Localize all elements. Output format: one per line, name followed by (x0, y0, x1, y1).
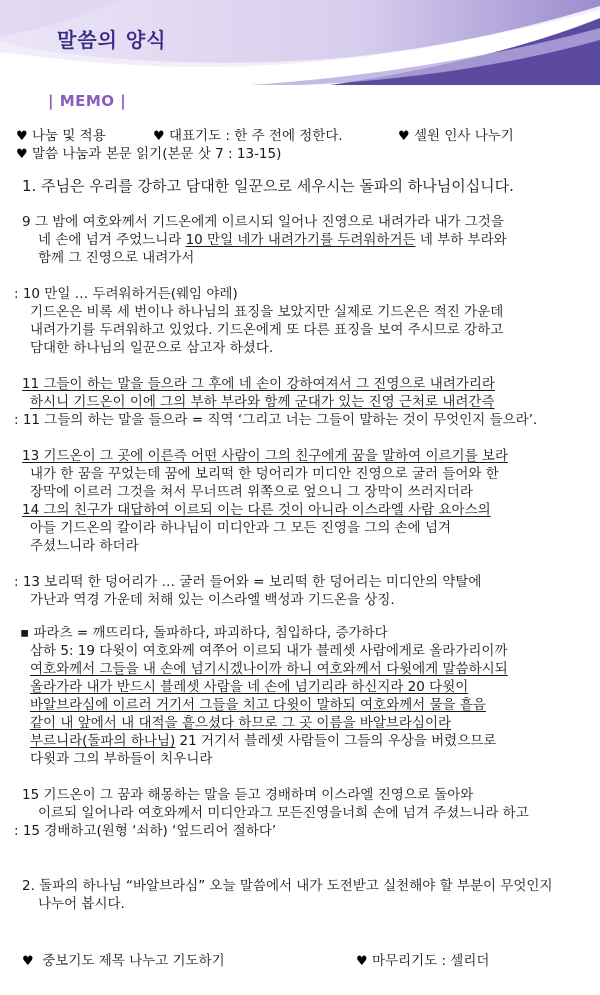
verse-14-line2: 아들 기드온의 칼이라 하나님이 미디안과 그 모든 진영을 그의 손에 넘겨 (30, 520, 452, 536)
samuel-line5: 같이 내 앞에서 내 대적을 흩으셨다 하므로 그 곳 이름을 바알브라심이라 (30, 715, 452, 731)
samuel-line3: 올라가라 내가 반드시 블레셋 사람을 네 손에 넘기리라 하신지라 20 다윗이 (30, 679, 469, 695)
verse-9-line2 (38, 231, 507, 249)
header-banner (0, 0, 600, 85)
footer-intercession-label: 중보기도 제목 나누고 기도하기 (42, 953, 225, 969)
verse-14-line1: 14 그의 친구가 대답하여 이르되 이는 다른 것이 아니라 이스라엘 사람 요아스의 (22, 502, 491, 518)
heart-icon: ♥ (16, 129, 28, 144)
samuel-line2: 여호와께서 그들을 내 손에 넘기시겠나이까 하니 여호와께서 다윗에게 말씀하시되 (30, 661, 508, 677)
verse-9-text: 네 손에 넘겨 주었느니라 (38, 232, 186, 248)
intro-row-1 (16, 127, 106, 146)
verse-9-text-end: 네 부하 부라와 (415, 232, 507, 248)
heart-icon: ♥ (16, 147, 28, 162)
intro-item-greeting: 셀원 인사 나누기 (413, 128, 514, 144)
verse-15-line2: 이르되 일어나라 여호와께서 미디안과그 모든진영을너희 손에 넘겨 주셨느니라 하고 (38, 805, 529, 821)
verse-11-line2: 하시니 기드온이 이에 그의 부하 부라와 함께 군대가 있는 진영 근처로 내려간즉 (30, 394, 495, 410)
footer-closing-prayer (356, 952, 489, 971)
verse-13-line3: 장막에 이르러 그것을 쳐서 무너뜨려 위쪽으로 엎으니 그 장막이 쓰러지더라 (30, 484, 473, 500)
intro-row-1c (398, 127, 514, 146)
intro-item-sharing: 나눔 및 적용 (31, 128, 106, 144)
note-10-line3: 내려가기를 두려워하고 있었다. 기드온에게 또 다른 표징을 보여 주시므로 강하고 (30, 322, 504, 338)
intro-item-reading: 말씀 나눔과 본문 읽기(본문 삿 7 : 13-15) (31, 146, 282, 162)
samuel-line6 (30, 732, 496, 750)
intro-row-1b (153, 127, 343, 146)
verse-14-line3: 주셨느니라 하더라 (30, 538, 139, 554)
note-13-line2: 가난과 역경 가운데 처해 있는 이스라엘 백성과 기드온을 상징. (30, 592, 395, 608)
note-11: : 11 그들의 하는 말을 들으라 = 직역 ‘그리고 너는 그들이 말하는 것이 무엇인지 들으라’. (14, 412, 538, 428)
section2-line1: 2. 돌파의 하나님 “바알브라심” 오늘 말씀에서 내가 도전받고 실천해야 할 부분이 무엇인지 (22, 878, 553, 894)
heart-icon: ♥ (153, 129, 165, 144)
verse-10-underlined: 10 만일 네가 내려가기를 두려워하거든 (185, 232, 416, 248)
samuel-line6-rest: 21 거기서 블레셋 사람들이 그들의 우상을 버렸으므로 (175, 733, 497, 749)
note-10-line2: 기드온은 비록 세 번이나 하나님의 표징을 보았지만 실제로 기드온은 적진 가운데 (30, 304, 504, 320)
verse-15-line1: 15 기드온이 그 꿈과 해몽하는 말을 듣고 경배하며 이스라엘 진영으로 돌아와 (22, 787, 474, 803)
verse-13-line1: 13 기드온이 그 곳에 이른즉 어떤 사람이 그의 친구에게 꿈을 말하여 이르기를 보라 (22, 448, 508, 464)
footer-intercession (22, 952, 225, 971)
god-of-breakthrough-underlined: 부르니라(돌파의 하나님) (30, 733, 176, 749)
verse-11-line1: 11 그들이 하는 말을 들으라 그 후에 네 손이 강하여져서 그 진영으로 내려가리라 (22, 376, 495, 392)
note-13-line1: : 13 보리떡 한 덩어리가 … 굴러 들어와 = 보리떡 한 덩어리는 미디안의 약탈에 (14, 574, 482, 590)
heart-icon: ♥ (22, 954, 34, 969)
samuel-line1: 삼하 5: 19 다윗이 여호와께 여쭈어 이르되 내가 블레셋 사람에게로 올라가리이까 (30, 643, 508, 659)
page-title: 말씀의 양식 (57, 28, 167, 52)
note-10-line4: 담대한 하나님의 일꾼으로 삼고자 하셨다. (30, 340, 274, 356)
section1-heading: 1. 주님은 우리를 강하고 담대한 일꾼으로 세우시는 돌파의 하나님이십니다. (22, 177, 514, 195)
intro-row-2 (16, 145, 281, 164)
paratz-definition: ▪ 파라츠 = 깨뜨리다, 돌파하다, 파괴하다, 침입하다, 증가하다 (20, 625, 388, 641)
samuel-line7: 다윗과 그의 부하들이 치우니라 (30, 751, 213, 767)
verse-13-line2: 내가 한 꿈을 꾸었는데 꿈에 보리떡 한 덩어리가 미디안 진영으로 굴러 들어와 한 (30, 466, 499, 482)
note-10-line1: : 10 만일 … 두려워하거든(웨임 야레) (14, 286, 238, 302)
intro-item-prayer: 대표기도 : 한 주 전에 정한다. (168, 128, 343, 144)
section2-line2: 나누어 봅시다. (38, 896, 125, 912)
note-15: : 15 경배하고(원형 ‘쇠하) ‘엎드리어 절하다’ (14, 823, 277, 839)
heart-icon: ♥ (398, 129, 410, 144)
samuel-line4: 바알브라심에 이르러 거기서 그들을 치고 다윗이 말하되 여호와께서 물을 흩음 (30, 697, 486, 713)
footer-closing-prayer-label: 마무리기도 : 셀리더 (371, 953, 490, 969)
verse-9-line1: 9 그 밤에 여호와께서 기드온에게 이르시되 일어나 진영으로 내려가라 내가 그것을 (22, 214, 504, 230)
memo-label: | MEMO | (48, 92, 127, 110)
verse-9-line3: 함께 그 진영으로 내려가서 (38, 250, 195, 266)
heart-icon: ♥ (356, 954, 368, 969)
